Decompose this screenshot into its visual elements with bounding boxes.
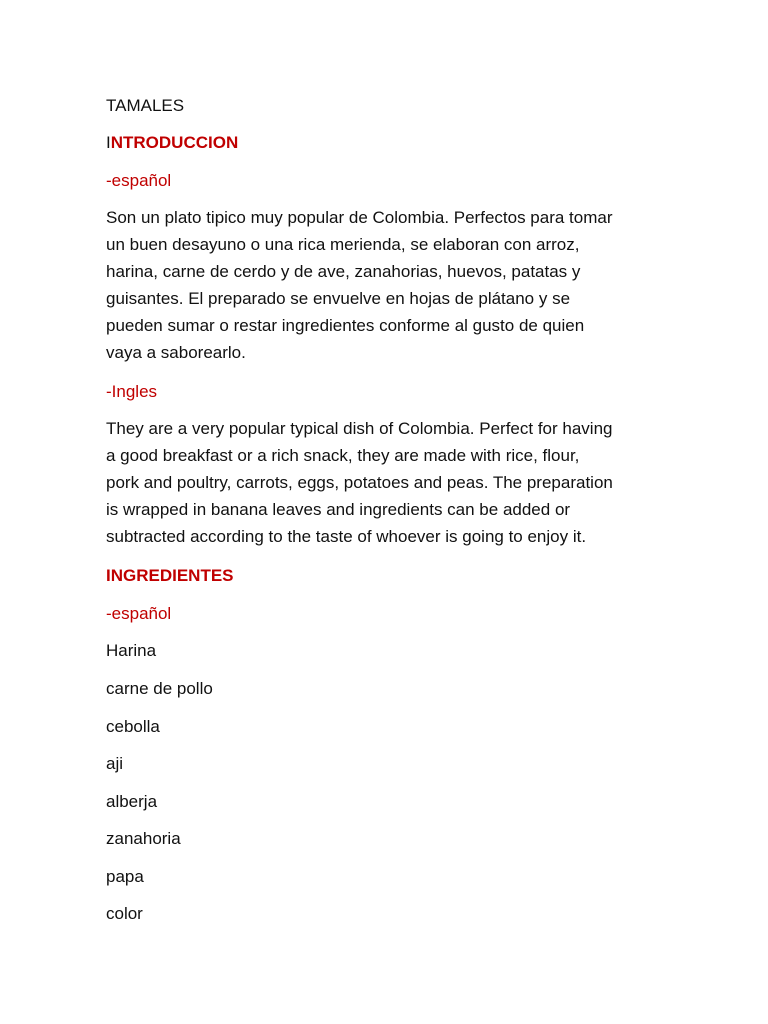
paragraph-line: pueden sumar o restar ingredientes conforme al gusto de quien — [106, 316, 585, 335]
paragraph-line: subtracted according to the taste of whoever is going to enjoy it. — [106, 527, 587, 546]
intro-english-label: -Ingles — [106, 382, 158, 401]
intro-english-paragraph — [106, 415, 613, 550]
intro-heading — [106, 129, 238, 156]
paragraph-line: They are a very popular typical dish of Colombia. Perfect for having — [106, 419, 613, 438]
paragraph-line: vaya a saborearlo. — [106, 343, 246, 362]
paragraph-line: Son un plato tipico muy popular de Colombia. Perfectos para tomar — [106, 208, 613, 227]
ingredient-item: aji — [106, 754, 124, 773]
paragraph-line: a good breakfast or a rich snack, they are made with rice, flour, — [106, 446, 580, 465]
paragraph-line: harina, carne de cerdo y de ave, zanahorias, huevos, patatas y — [106, 262, 581, 281]
paragraph-line: guisantes. El preparado se envuelve en hojas de plátano y se — [106, 289, 571, 308]
intro-heading-rest: NTRODUCCION — [110, 133, 239, 152]
ingredient-item: zanahoria — [106, 829, 181, 848]
ingredients-heading: INGREDIENTES — [106, 566, 234, 585]
ingredient-item: color — [106, 904, 143, 923]
ingredient-item: papa — [106, 867, 144, 886]
ingredient-item: Harina — [106, 641, 157, 660]
paragraph-line: is wrapped in banana leaves and ingredients can be added or — [106, 500, 571, 519]
ingredient-item: alberja — [106, 792, 158, 811]
paragraph-line: pork and poultry, carrots, eggs, potatoes and peas. The preparation — [106, 473, 613, 492]
intro-spanish-paragraph — [106, 204, 613, 366]
paragraph-line: un buen desayuno o una rica merienda, se elaboran con arroz, — [106, 235, 580, 254]
ingredient-item: carne de pollo — [106, 679, 213, 698]
intro-heading-first-letter: I — [106, 133, 111, 152]
document-title: TAMALES — [106, 96, 185, 115]
ingredient-item: cebolla — [106, 717, 160, 736]
ingredients-spanish-label: -español — [106, 604, 172, 623]
intro-spanish-label: -español — [106, 171, 172, 190]
